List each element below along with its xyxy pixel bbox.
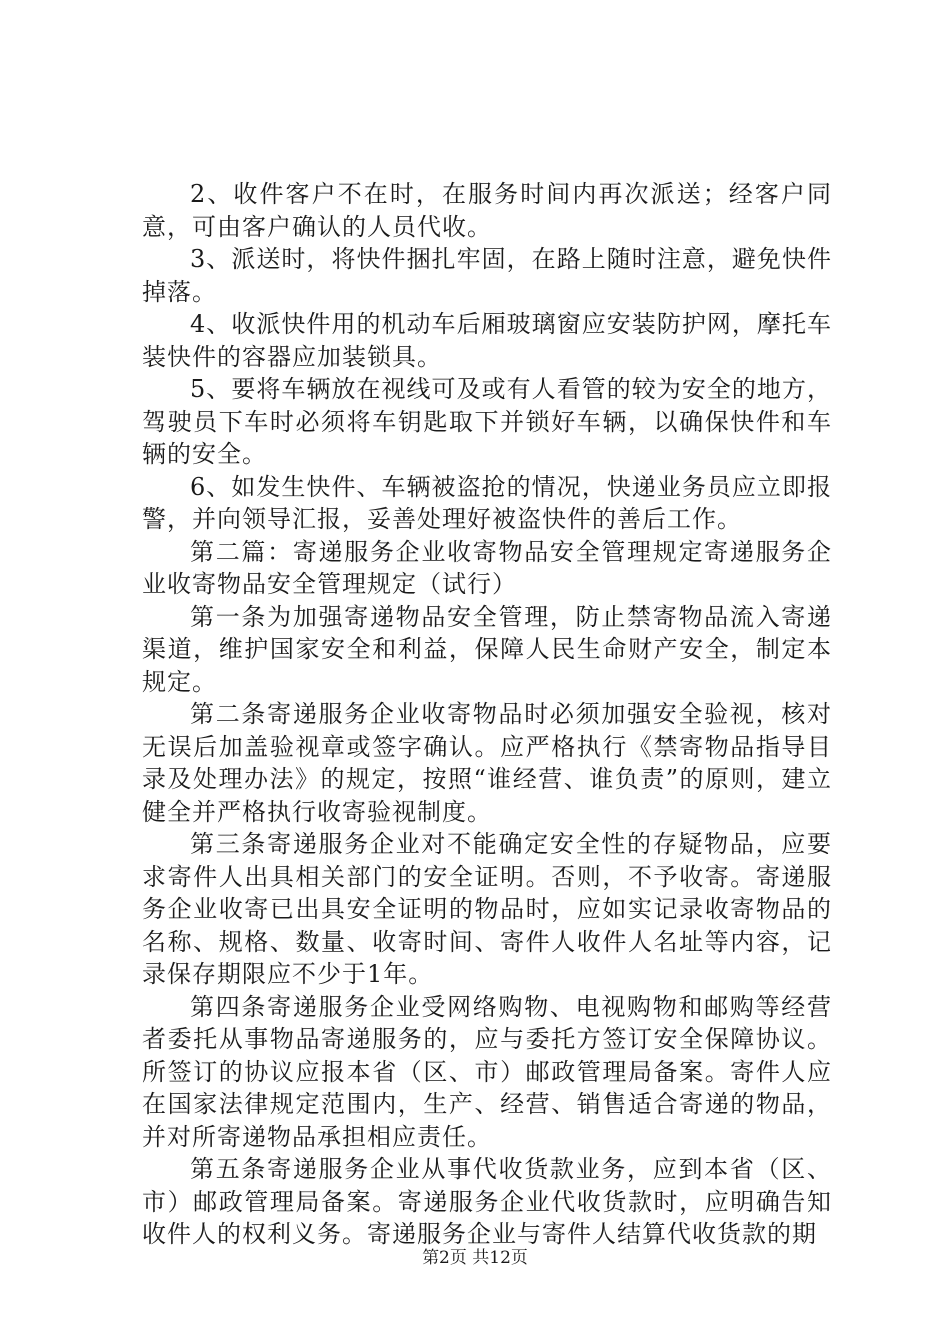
article-1: 第一条为加强寄递物品安全管理，防止禁寄物品流入寄递渠道，维护国家安全和利益，保障人民生命财产安全，制定本规定。 [142,602,832,696]
article-3: 第三条寄递服务企业对不能确定安全性的存疑物品，应要求寄件人出具相关部门的安全证明。否则，不予收寄。寄递服务企业收寄已出具安全证明的物品时，应如实记录收寄物品的名称、规格、数量、收寄时间、寄件人收件人名址等内容，记录保存期限应不少于1年。 [142,830,832,988]
paragraph-item-6: 6、如发生快件、车辆被盗抢的情况，快递业务员应立即报警，并向领导汇报，妥善处理好被盗快件的善后工作。 [142,472,832,533]
paragraph-item-5: 5、要将车辆放在视线可及或有人看管的较为安全的地方，驾驶员下车时必须将车钥匙取下并锁好车辆，以确保快件和车辆的安全。 [142,375,832,468]
paragraph-item-2: 2、收件客户不在时，在服务时间内再次派送；经客户同意，可由客户确认的人员代收。 [142,180,832,241]
paragraph-item-4: 4、收派快件用的机动车后厢玻璃窗应安装防护网，摩托车装快件的容器应加装锁具。 [142,310,832,371]
article-5: 第五条寄递服务企业从事代收货款业务，应到本省（区、市）邮政管理局备案。寄递服务企业代收货款时，应明确告知收件人的权利义务。寄递服务企业与寄件人结算代收货款的期 [142,1155,832,1248]
section-heading: 第二篇：寄递服务企业收寄物品安全管理规定寄递服务企业收寄物品安全管理规定（试行） [142,537,832,598]
article-2: 第二条寄递服务企业收寄物品时必须加强安全验视，核对无误后加盖验视章或签字确认。应严格执行《禁寄物品指导目录及处理办法》的规定，按照“谁经营、谁负责”的原则，建立健全并严格执行收寄验视制度。 [142,700,832,826]
document-body [142,178,832,1251]
paragraph-item-3: 3、派送时，将快件捆扎牢固，在路上随时注意，避免快件掉落。 [142,245,832,306]
article-4: 第四条寄递服务企业受网络购物、电视购物和邮购等经营者委托从事物品寄递服务的，应与委托方签订安全保障协议。所签订的协议应报本省（区、市）邮政管理局备案。寄件人应在国家法律规定范围内，生产、经营、销售适合寄递的物品，并对所寄递物品承担相应责任。 [142,992,832,1151]
page-number-footer: 第2页 共12页 [422,1248,528,1268]
